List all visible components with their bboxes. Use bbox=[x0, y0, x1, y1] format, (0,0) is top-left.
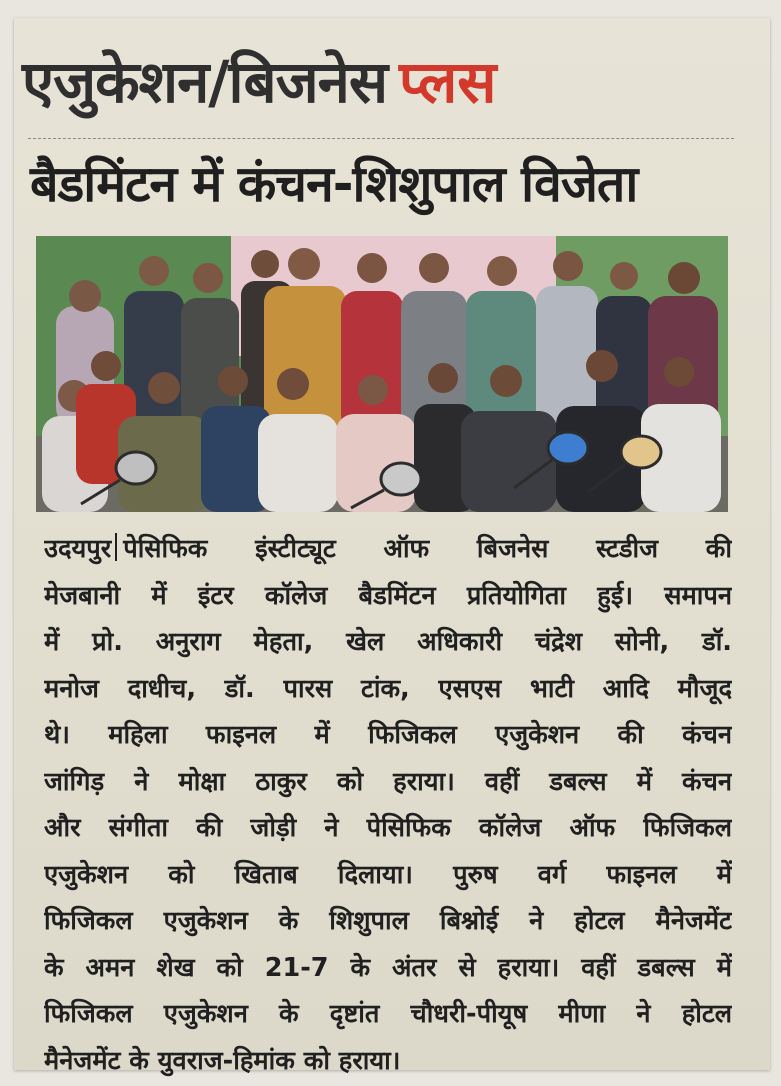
article-line: में प्रो. अनुराग मेहता, खेल अधिकारी चंद्रेश सोनी, डॉ. bbox=[44, 627, 732, 657]
article-headline: बैडमिंटन में कंचन-शिशुपाल विजेता bbox=[30, 155, 638, 213]
article-line: फिजिकल एजुकेशन के दृष्टांत चौधरी-पीयूष मीणा ने होटल bbox=[44, 999, 732, 1029]
article-line: जांगिड़ ने मोक्षा ठाकुर को हराया। वहीं डबल्स में कंचन bbox=[44, 766, 732, 797]
group-photo-icon bbox=[36, 236, 728, 512]
section-header-accent: प्लस bbox=[399, 48, 497, 116]
article-line-text: पेसिफिक इंस्टीट्यूट ऑफ बिजनेस स्टडीज की bbox=[123, 534, 732, 564]
article-line bbox=[44, 526, 732, 573]
article-line: मनोज दाधीच, डॉ. पारस टांक, एसएस भाटी आदि मौजूद bbox=[44, 673, 732, 704]
dateline-divider bbox=[115, 533, 117, 561]
article-line: एजुकेशन को खिताब दिलाया। पुरुष वर्ग फाइनल में bbox=[44, 859, 732, 890]
section-header bbox=[22, 38, 732, 122]
article-line: के अमन शेख को 21-7 के अंतर से हराया। वहीं डबल्स में bbox=[44, 952, 732, 983]
article-line: और संगीता की जोड़ी ने पेसिफिक कॉलेज ऑफ फिजिकल bbox=[44, 813, 732, 843]
dateline: उदयपुर bbox=[44, 534, 112, 564]
article-line: मेजबानी में इंटर कॉलेज बैडमिंटन प्रतियोगिता हुई। समापन bbox=[44, 580, 732, 611]
article-body bbox=[44, 526, 732, 1076]
article-line: थे। महिला फाइनल में फिजिकल एजुकेशन की कंचन bbox=[44, 720, 732, 750]
group-photo bbox=[36, 236, 728, 512]
section-header-main: एजुकेशन/बिजनेस bbox=[22, 48, 388, 116]
article-line: फिजिकल एजुकेशन के शिशुपाल बिश्नोई ने होटल मैनेजमेंट bbox=[44, 906, 732, 936]
header-divider bbox=[28, 138, 734, 139]
article-line: मैनेजमेंट के युवराज-हिमांक को हराया। bbox=[44, 1045, 401, 1076]
